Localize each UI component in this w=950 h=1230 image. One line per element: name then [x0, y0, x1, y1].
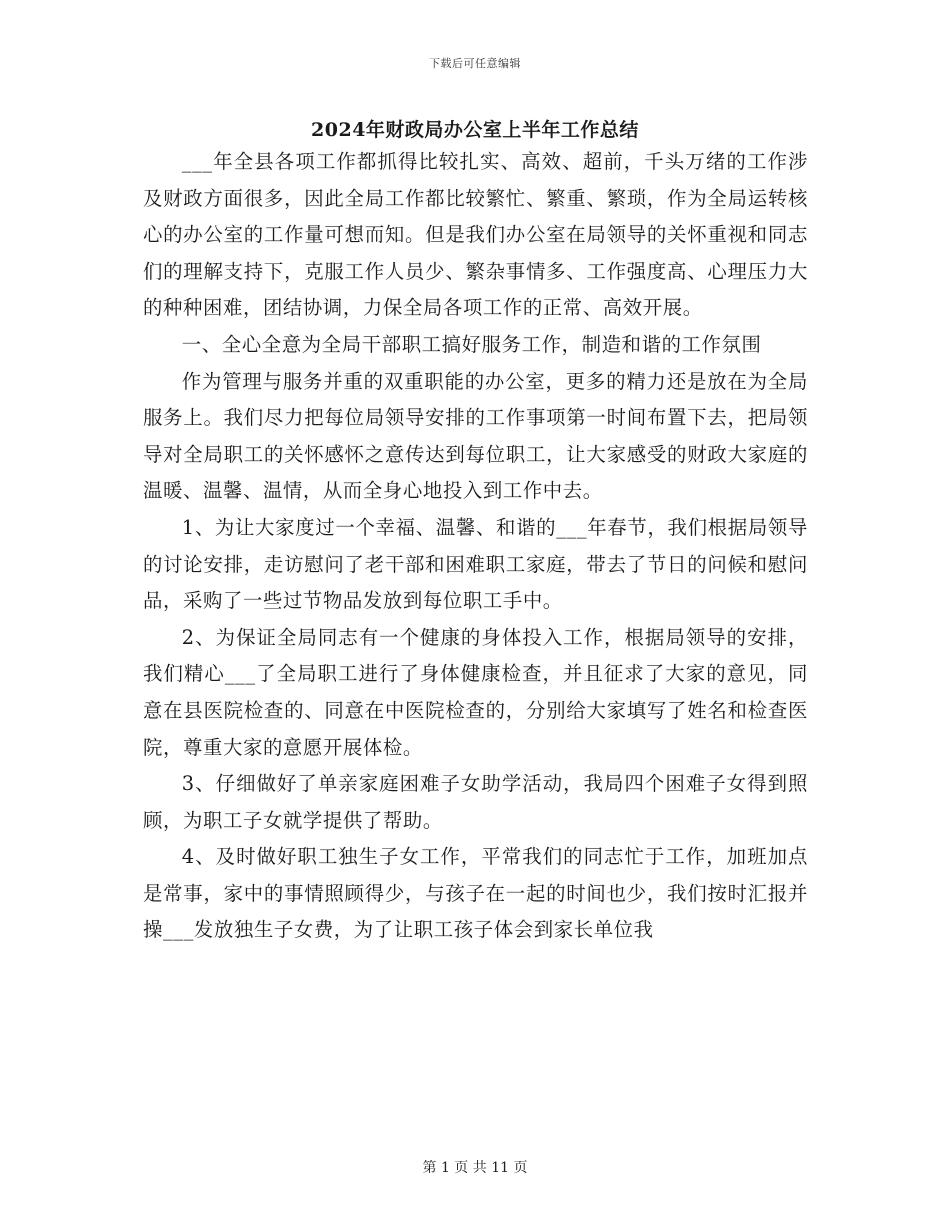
page-number: 第 1 页 共 11 页 — [422, 1160, 528, 1176]
page-title: 2024年财政局办公室上半年工作总结 — [311, 119, 639, 141]
document-body — [143, 144, 808, 949]
paragraph-section-1: 作为管理与服务并重的双重职能的办公室，更多的精力还是放在为全局服务上。我们尽力把每位局领导安排的工作事项第一时间布置下去，把局领导对全局职工的关怀感怀之意传达到每位职工，让大家感受的财政大家庭的温暖、温馨、温情，从而全身心地投入到工作中去。 — [143, 369, 808, 503]
list-item-1: 1、为让大家度过一个幸福、温馨、和谐的___年春节，我们根据局领导的讨论安排，走访慰问了老干部和困难职工家庭，带去了节日的问候和慰问品，采购了一些过节物品发放到每位职工手中。 — [143, 515, 808, 613]
section-heading-1: 一、全心全意为全局干部职工搞好服务工作，制造和谐的工作氛围 — [181, 332, 762, 356]
list-item-3: 3、仔细做好了单亲家庭困难子女助学活动，我局四个困难子女得到照顾，为职工子女就学提供了帮助。 — [143, 772, 808, 832]
list-item-2: 2、为保证全局同志有一个健康的身体投入工作，根据局领导的安排，我们精心___了全局职工进行了身体健康检查，并且征求了大家的意见，同意在县医院检查的、同意在中医院检查的，分别给大家填写了姓名和检查医院，尊重大家的意愿开展体检。 — [143, 625, 808, 759]
header-note: 下载后可任意编辑 — [429, 57, 521, 70]
paragraph-intro: ___年全县各项工作都抓得比较扎实、高效、超前，千头万绪的工作涉及财政方面很多，因此全局工作都比较繁忙、繁重、繁琐，作为全局运转核心的办公室的工作量可想而知。但是我们办公室在局领导的关怀重视和同志们的理解支持下，克服工作人员少、繁杂事情多、工作强度高、心理压力大的种种困难，团结协调，力保全局各项工作的正常、高效开展。 — [143, 150, 808, 320]
list-item-4: 4、及时做好职工独生子女工作，平常我们的同志忙于工作，加班加点是常事，家中的事情照顾得少，与孩子在一起的时间也少，我们按时汇报并操___发放独生子女费，为了让职工孩子体会到家长单位我 — [143, 845, 808, 942]
